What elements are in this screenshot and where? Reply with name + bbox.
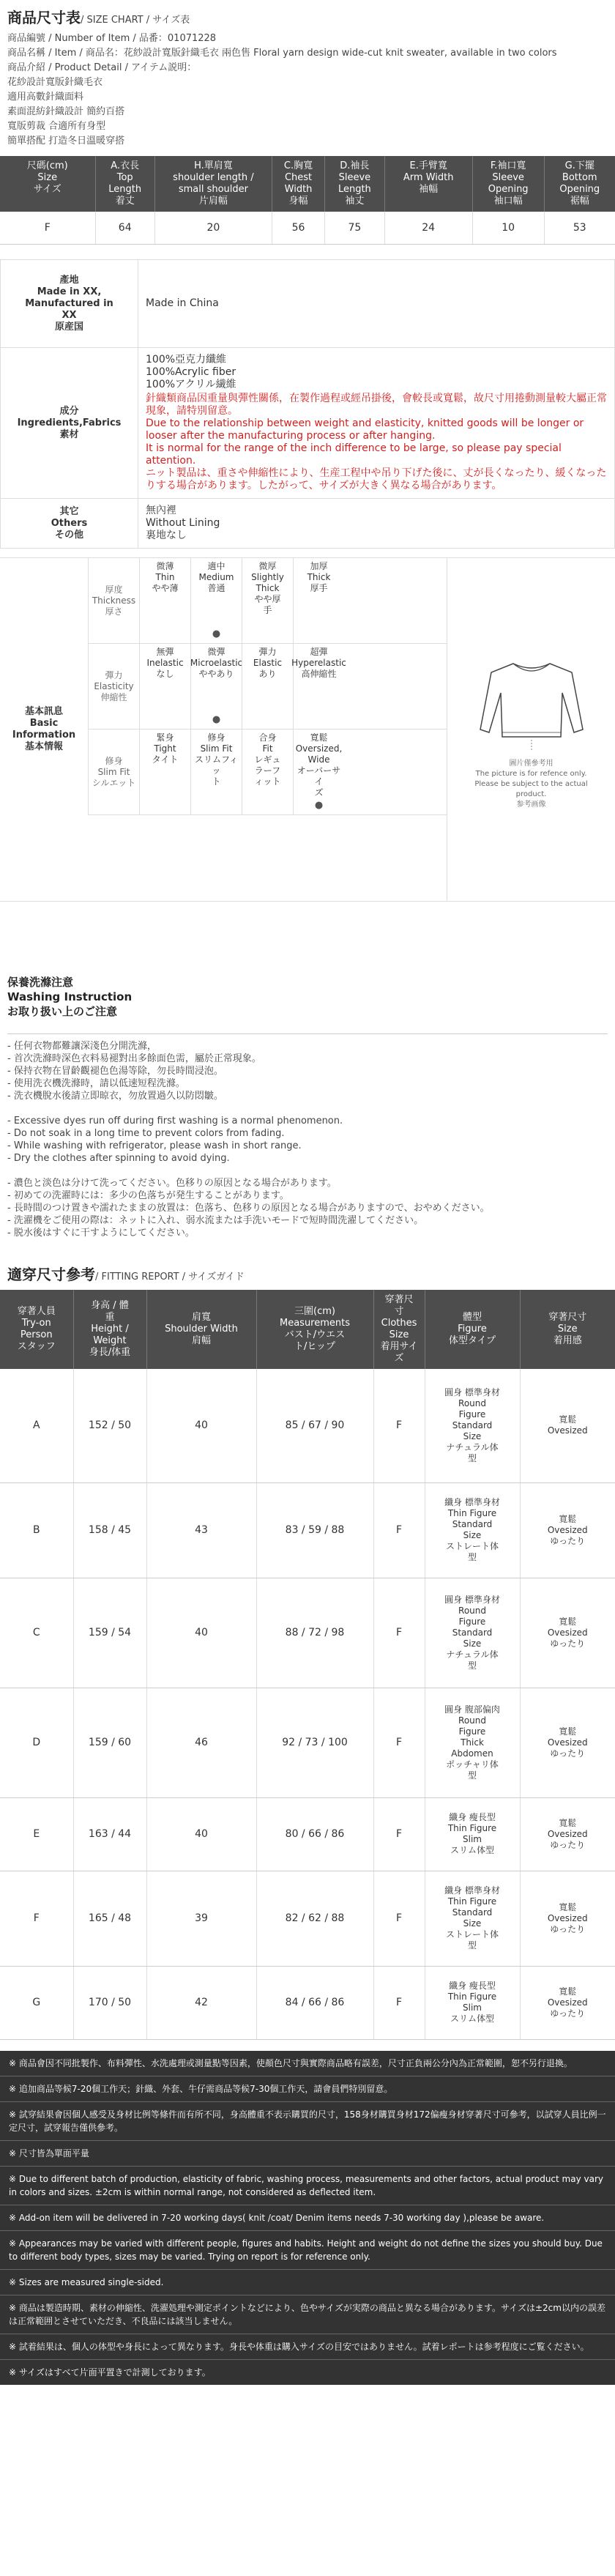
selected-dot-icon: ● (314, 800, 324, 811)
note-item: ※ 商品は製造時期、素材の伸縮性、洗濯処理や測定ポイントなどにより、色やサイズが実際の商品と異なる場合があります。サイズは±2cm以内の誤差は正常範囲とさせていただき、不良品には該当しません。 (0, 2295, 615, 2334)
fitting-cell: F (0, 1871, 73, 1966)
fitting-cell: 39 (146, 1871, 256, 1966)
info-line: 商品名稱 / Item / 商品名：花紗設計寬版針織毛衣 兩色售 Floral yarn design wide-cut knit sweater, available in two colors (7, 48, 557, 59)
wash-line: - 脱水後はすぐに干すようにしてください。 (7, 1228, 195, 1239)
wash-line: - 首次洗滌時深色衣料易褪對出多餘面色需，屬於正常現象。 (7, 1053, 261, 1064)
washing-title: Washing Instruction (7, 990, 133, 1003)
fitting-cell: F (373, 1688, 425, 1797)
fitting-header: 體型 Figure 体型タイプ (425, 1290, 520, 1369)
option-label: 適中 Medium 普通 (198, 561, 234, 593)
basic-info-label: 基本訊息 Basic Information 基本情報 (12, 706, 76, 752)
fit-heading: 修身 Slim Fit シルエット (88, 730, 139, 814)
fitting-cell: 82 / 62 / 88 (256, 1871, 373, 1966)
fitting-header-row (0, 1290, 615, 1369)
fitting-cell: 纖身 瘦長型 Thin Figure Slim スリム体型 (425, 1797, 520, 1871)
size-chart-title: 商品尺寸表 (7, 9, 81, 26)
size-cell: 10 (472, 212, 544, 245)
fitting-heading (0, 1257, 615, 1287)
selected-dot-icon: ● (212, 628, 221, 639)
size-cell: 75 (325, 212, 384, 245)
wash-line: - While washing with refrigerator, please wash in short range. (7, 1140, 302, 1151)
fitting-cell: 46 (146, 1688, 256, 1797)
table-row (0, 1688, 615, 1797)
materials-table (0, 259, 615, 549)
wash-line (7, 1165, 608, 1177)
info-line: 簡單搭配 打造冬日溫暖穿搭 (7, 136, 125, 146)
note-item: ※ Add-on item will be delivered in 7-20 working days( knit /coat/ Denim items needs 7-30 working day ),please be aware. (0, 2205, 615, 2231)
info-line: 商品編號 / Number of Item / 品番：01071228 (7, 33, 217, 44)
size-header: H.單肩寬 shoulder length / small shoulder 片肩幅 (154, 156, 272, 212)
selected-dot-icon: ● (212, 714, 221, 725)
wash-line: - 初めての洗濯時には：多少の色落ちが発生することがあります。 (7, 1190, 289, 1201)
fitting-cell: 纖身 標準身材 Thin Figure Standard Size ストレート体 型 (425, 1482, 520, 1578)
fitting-cell: 圓身 標準身材 Round Figure Standard Size ナチュラル体 型 (425, 1578, 520, 1688)
other-row (1, 499, 615, 549)
fitting-cell: 80 / 66 / 86 (256, 1797, 373, 1871)
notes-panel (0, 2051, 615, 2385)
origin-row (1, 260, 615, 348)
fitting-cell: F (373, 1797, 425, 1871)
wash-line: - 使用洗衣機洗滌時，請以低速短程洗滌。 (7, 1078, 185, 1089)
table-row (0, 1369, 615, 1482)
wash-line: - 長時間のつけ置きや濡れたままの放置は：色落ち、色移りの原因となる場合がありますので、おやめください。 (7, 1203, 490, 1214)
fitting-cell: E (0, 1797, 73, 1871)
fitting-header: 穿著尺 寸 Clothes Size 着用サイ ズ (373, 1290, 425, 1369)
fitting-cell: 83 / 59 / 88 (256, 1482, 373, 1578)
fitting-cell: 寬鬆 Ovesized ゆったり (520, 1578, 615, 1688)
note-item: ※ Due to different batch of production, elasticity of fabric, washing process, measurements and other factors, actual product may vary in colors and sizes. ±2cm is within normal range, not considered as deflected item. (0, 2167, 615, 2205)
thickness-option-medium (190, 558, 242, 643)
wash-line: - 濃色と淡色は分けて洗ってください。色移りの原因となる場合があります。 (7, 1178, 337, 1189)
fabric-notice: 針織類商品因重量與彈性關係，在製作過程或經吊掛後，會較長或寬鬆，故尺寸用捲動測量較大屬正常現象，請特別留意。 (146, 393, 607, 417)
sweater-figure (447, 558, 615, 901)
fitting-cell: F (373, 1578, 425, 1688)
fitting-cell: C (0, 1578, 73, 1688)
info-line: 商品介紹 / Product Detail / アイテム説明： (7, 62, 197, 73)
fitting-cell: 159 / 60 (73, 1688, 146, 1797)
size-cell: F (0, 212, 95, 245)
fitting-title: 適穿尺寸參考 (7, 1266, 95, 1283)
option-label: 微薄 Thin やや薄 (152, 561, 179, 593)
size-header: A.衣長 Top Length 着丈 (95, 156, 154, 212)
size-chart-subtitle: / SIZE CHART / サイズ表 (81, 15, 190, 26)
figure-caption-line: Please be subject to the actual (474, 780, 588, 788)
fitting-cell: 40 (146, 1797, 256, 1871)
size-header: D.袖長 Sleeve Length 袖丈 (325, 156, 384, 212)
fitting-cell: D (0, 1688, 73, 1797)
option-label: 修身 Slim Fit スリムフィッ ト (194, 732, 239, 787)
other-line: 無內裡 (146, 505, 176, 516)
fitting-cell: 85 / 67 / 90 (256, 1369, 373, 1482)
option-label: 合身 Fit レギュ ラーフ ィット (254, 732, 281, 787)
info-line: 花紗設計寬版針織毛衣 (7, 77, 103, 88)
fitting-cell: 159 / 54 (73, 1578, 146, 1688)
size-cell: 56 (272, 212, 324, 245)
fitting-header: 三圍(cm) Measurements バスト/ウエス ト/ヒップ (256, 1290, 373, 1369)
size-cell: 53 (544, 212, 615, 245)
fitting-cell: 152 / 50 (73, 1369, 146, 1482)
fitting-cell: 163 / 44 (73, 1797, 146, 1871)
fitting-header: 穿著尺寸 Size 着用感 (520, 1290, 615, 1369)
note-item: ※ サイズはすべて片面平置きで計測しております。 (9, 2367, 211, 2378)
washing-section (0, 968, 615, 1026)
elasticity-option-hyperelastic (293, 644, 344, 729)
fabric-line: 100%亞克力纖維 (146, 354, 227, 365)
thickness-option-thin (139, 558, 190, 643)
fitting-cell: F (373, 1966, 425, 2039)
wash-line: - 保持衣物在冒齡觀褪色色湯等除，勿長時間浸泡。 (7, 1066, 223, 1077)
fitting-cell: 84 / 66 / 86 (256, 1966, 373, 2039)
basic-info-grid (88, 558, 447, 901)
size-cell: 24 (384, 212, 472, 245)
fitting-cell: 92 / 73 / 100 (256, 1688, 373, 1797)
option-label: 加厚 Thick 厚手 (307, 561, 331, 593)
size-chart-heading (0, 0, 615, 30)
origin-label: 產地 Made in XX, Manufactured in XX 原産国 (1, 260, 138, 348)
fitting-cell: 40 (146, 1369, 256, 1482)
thickness-option-slightly-thick (242, 558, 293, 643)
option-label: 超彈 Hyperelastic 高伸縮性 (291, 647, 346, 679)
fitting-cell: 寬鬆 Ovesized ゆったり (520, 1966, 615, 2039)
fabric-line: 100%アクリル繊維 (146, 379, 236, 390)
fitting-cell: 170 / 50 (73, 1966, 146, 2039)
fitting-cell: 纖身 瘦長型 Thin Figure Slim スリム体型 (425, 1966, 520, 2039)
washing-title: 保養洗滌注意 (7, 976, 74, 989)
fitting-cell: 寬鬆 Ovesized ゆったり (520, 1688, 615, 1797)
option-label: 寬鬆 Oversized, Wide オーバーサイ ズ (295, 732, 343, 798)
elasticity-option-inelastic (139, 644, 190, 729)
wash-line: - Excessive dyes run off during first washing is a normal phenomenon. (7, 1116, 343, 1126)
fitting-cell: B (0, 1482, 73, 1578)
table-row (0, 1482, 615, 1578)
wash-line: - Do not soak in a long time to prevent colors from fading. (7, 1128, 285, 1139)
washing-title: お取り扱い上のご注意 (7, 1005, 118, 1018)
note-item: ※ 試着結果は、個人の体型や身長によって異なります。身長や体重は購入サイズの目安ではありません。試着レポートは参考程度にご覧ください。 (0, 2334, 615, 2360)
fitting-cell: 40 (146, 1578, 256, 1688)
sweater-diagram-icon (473, 649, 590, 759)
fabric-line: 100%Acrylic fiber (146, 366, 236, 378)
note-item: ※ Appearances may be varied with different people, figures and habits. Height and weight do not define the sizes you should buy. Due to different body types, sizes may be varied. Trying on report is for reference only. (0, 2231, 615, 2270)
note-item: ※ Sizes are measured single-sided. (0, 2270, 615, 2295)
fabric-label: 成分 Ingredients,Fabrics 素材 (1, 348, 138, 499)
fitting-header: 肩寬 Shoulder Width 肩幅 (146, 1290, 256, 1369)
fitting-subtitle: / FITTING REPORT / サイズガイド (95, 1272, 245, 1283)
option-label: 無彈 Inelastic なし (146, 647, 184, 679)
other-value (138, 499, 615, 549)
size-header: G.下擺 Bottom Opening 裾幅 (544, 156, 615, 212)
figure-caption-line: 参考画像 (516, 801, 546, 809)
info-line: 適用高數針織面料 (7, 92, 84, 103)
fit-option-tight (139, 730, 190, 814)
table-row (0, 1966, 615, 2039)
origin-value: Made in China (138, 260, 615, 348)
fitting-cell: 圓身 腹部偏肉 Round Figure Thick Abdomen ポッチャリ体 型 (425, 1688, 520, 1797)
wash-line: - 洗衣機脫水後請立即晾衣，勿放置過久以防悶皺。 (7, 1091, 223, 1102)
option-label: 緊身 Tight タイト (152, 732, 179, 765)
figure-caption-line: The picture is for refence only. (475, 770, 587, 778)
fitting-cell: 寬鬆 Ovesized ゆったり (520, 1871, 615, 1966)
size-header: C.胸寬 Chest Width 身幅 (272, 156, 324, 212)
fitting-cell: 寬鬆 Ovesized ゆったり (520, 1797, 615, 1871)
wash-line: - 任何衣物都難讓深淺色分開洗滌， (7, 1041, 157, 1052)
fitting-table (0, 1290, 615, 2040)
note-item: ※ 試穿結果會因個人感受及身材比例等條件而有所不同，身高體重不表示購買的尺寸，158身材購買身材172偏瘦身材穿著尺寸可參考，以試穿人員比例一定尺寸，試穿報告僅供參考。 (0, 2102, 615, 2141)
elasticity-row (88, 644, 447, 730)
fitting-cell: 纖身 標準身材 Thin Figure Standard Size ストレート体 型 (425, 1871, 520, 1966)
basic-info (0, 557, 615, 902)
fitting-cell: 圓身 標準身材 Round Figure Standard Size ナチュラル体 型 (425, 1369, 520, 1482)
other-line: Without Lining (146, 517, 220, 529)
fit-option-regular (242, 730, 293, 814)
fit-row (88, 730, 447, 815)
size-cell: 20 (154, 212, 272, 245)
fitting-cell: 寬鬆 Ovesized ゆったり (520, 1482, 615, 1578)
product-info (0, 30, 615, 156)
table-row (0, 212, 615, 245)
fitting-cell: F (373, 1871, 425, 1966)
washing-instructions (7, 1033, 608, 1245)
elasticity-heading: 彈力 Elasticity 伸縮性 (88, 644, 139, 729)
other-line: 裏地なし (146, 530, 187, 541)
note-item: ※ 商品會因不同批製作、布料彈性、水洗處理或測量點等因素，使顏色尺寸與實際商品略有誤差，尺寸正負兩公分內為正常範圍，恕不另行退換。 (0, 2051, 615, 2076)
wash-line: - Dry the clothes after spinning to avoid dying. (7, 1153, 230, 1164)
thickness-row (88, 558, 447, 644)
other-label: 其它 Others その他 (1, 499, 138, 549)
thickness-heading: 厚度 Thickness 厚さ (88, 558, 139, 643)
fitting-cell: 88 / 72 / 98 (256, 1578, 373, 1688)
fabric-notice: It is normal for the range of the inch difference to be large, so please pay special attention. (146, 442, 562, 467)
fabric-notice: ニット製品は、重さや伸縮性により、生産工程中や吊り下げた後に、丈が長くなったり、緩くなったりする場合があります。したがって、サイズが大きく異なる場合があります。 (146, 467, 607, 491)
size-chart-table (0, 156, 615, 245)
table-row (0, 1871, 615, 1966)
fitting-cell: F (373, 1482, 425, 1578)
table-row (0, 1797, 615, 1871)
note-item: ※ 追加商品等候7-20個工作天；針織、外套、牛仔需商品等候7-30個工作天，請會員們特別留意。 (0, 2076, 615, 2102)
fitting-header: 身高 / 體 重 Height / Weight 身長/体重 (73, 1290, 146, 1369)
figure-caption-line: 圖片僅參考用 (509, 760, 554, 768)
fabric-notice: Due to the relationship between weight and elasticity, knitted goods will be longer or looser after the manufacturing process or after hanging. (146, 417, 584, 442)
thickness-option-thick (293, 558, 344, 643)
wash-line: - 洗濯機をご使用の際は：ネットに入れ、弱水流または手洗いモードで短時間洗濯してください。 (7, 1215, 424, 1226)
fitting-header: 穿著人員 Try-on Person スタッフ (0, 1290, 73, 1369)
fitting-cell: 42 (146, 1966, 256, 2039)
size-chart-header-row (0, 156, 615, 212)
option-label: 微彈 Microelastic ややあり (190, 647, 243, 679)
fit-option-oversized (293, 730, 344, 814)
fitting-cell: A (0, 1369, 73, 1482)
fitting-cell: 寬鬆 Ovesized (520, 1369, 615, 1482)
basic-info-empty-row (88, 815, 447, 899)
note-item: ※ 尺寸皆為單面平量 (0, 2141, 615, 2167)
option-label: 微厚 Slightly Thick やや厚 手 (251, 561, 284, 615)
size-header: 尺碼(cm) Size サイズ (0, 156, 95, 212)
fitting-cell: G (0, 1966, 73, 2039)
fitting-cell: 165 / 48 (73, 1871, 146, 1966)
size-header: E.手臂寬 Arm Width 袖幅 (384, 156, 472, 212)
fitting-cell: 43 (146, 1482, 256, 1578)
fabric-row (1, 348, 615, 499)
elasticity-option-elastic (242, 644, 293, 729)
table-row (0, 1578, 615, 1688)
size-header: F.袖口寬 Sleeve Opening 袖口幅 (472, 156, 544, 212)
fitting-cell: F (373, 1369, 425, 1482)
option-label: 彈力 Elastic あり (253, 647, 283, 679)
info-line: 素面混紡針織設計 簡約百搭 (7, 106, 125, 117)
info-line: 寬版剪裁 合適所有身型 (7, 121, 106, 132)
wash-line (7, 1102, 608, 1115)
elasticity-option-microelastic (190, 644, 242, 729)
fitting-cell: 158 / 45 (73, 1482, 146, 1578)
fit-option-slim (190, 730, 242, 814)
fabric-value (138, 348, 615, 499)
size-cell: 64 (95, 212, 154, 245)
figure-caption-line: product. (515, 790, 547, 798)
